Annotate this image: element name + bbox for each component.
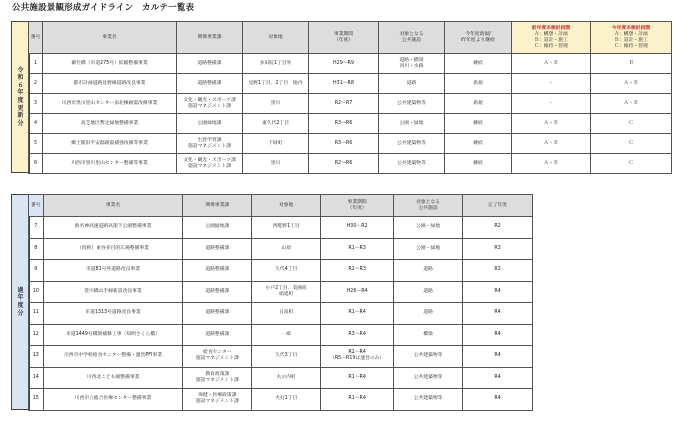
cell-done: R4 — [463, 346, 533, 368]
table-row — [29, 217, 533, 239]
cell-no: 13 — [29, 346, 44, 368]
past-year-table — [28, 194, 533, 411]
table-row — [29, 281, 533, 303]
cell-project: 川西市黒川里山センター整備等事業 — [43, 154, 177, 174]
table-header — [29, 22, 672, 54]
cell-prev: - — [512, 74, 591, 94]
col-header-no: 番号 — [29, 22, 43, 54]
cell-period: R3～R6 — [309, 134, 379, 154]
table-header — [29, 195, 533, 217]
cell-period: R1～R3 — [321, 238, 394, 260]
cell-dept: 文化・観光・スポーツ課 施設マネジメント課 — [177, 154, 243, 174]
cell-no: 8 — [29, 238, 44, 260]
cell-status: 継続 — [445, 134, 512, 154]
col-header-project: 事業名 — [43, 22, 177, 54]
cell-facility: 公共建築物等 — [379, 154, 445, 174]
table-row — [29, 114, 672, 134]
cell-facility: 道路 — [394, 303, 463, 325]
cell-period: H30～R2 — [321, 217, 394, 239]
cell-prev: Ａ・Ｂ — [512, 154, 591, 174]
cell-dept: 公園緑地課 — [183, 217, 252, 239]
col-header-target: 対象地 — [243, 22, 309, 54]
cell-done: R4 — [463, 389, 533, 411]
cell-dept: 道路整備課 — [183, 260, 252, 282]
cell-no: 12 — [29, 324, 44, 346]
cell-done: R4 — [463, 324, 533, 346]
cell-target: 黒川 — [243, 94, 309, 114]
cell-project: 川西市中学校給食センター整備・運営PFI事業 — [43, 346, 183, 368]
col-header-project: 事業名 — [43, 195, 183, 217]
cell-period: R3～R6 — [309, 114, 379, 134]
cell-target: 火打1丁目 — [252, 389, 321, 411]
table-row — [29, 346, 533, 368]
col-header-dept: 関係事業課 — [183, 195, 252, 217]
cur-stage-title: 今年度末検討段階 — [611, 25, 651, 31]
cell-facility: 公共建築物等 — [379, 134, 445, 154]
table-row — [29, 238, 533, 260]
cell-project: 郷土館旧平安邸耐震補強改修等事業 — [43, 134, 177, 154]
cell-facility: 公園・緑地 — [379, 114, 445, 134]
cell-period: R1～R4 — [321, 367, 394, 389]
cell-cur: Ａ・Ｂ — [591, 94, 672, 114]
cell-dept: 給食センター 施設マネジメント課 — [183, 346, 252, 368]
table-row — [29, 260, 533, 282]
cell-dept: 教育政策課 施設マネジメント課 — [183, 367, 252, 389]
col-header-status: 今年度新規/ 昨年度より継続 — [445, 22, 512, 54]
cell-facility: 公共建築物等 — [394, 367, 463, 389]
cell-status: 継続 — [445, 114, 512, 134]
cell-dept: 道路整備課 — [177, 74, 243, 94]
cell-done: R2 — [463, 217, 533, 239]
table-row — [29, 303, 533, 325]
cell-period: R2～R7 — [309, 94, 379, 114]
cell-facility: 公園・緑地 — [394, 217, 463, 239]
cell-period: R3～R4 — [321, 324, 394, 346]
past-year-block — [11, 194, 531, 410]
past-year-side-label: 過年度分 — [11, 194, 30, 410]
cell-period: H26～R4 — [321, 281, 394, 303]
current-year-side-label: 令和６年度更新分 — [11, 21, 30, 173]
cell-cur: Ａ・Ｂ — [591, 74, 672, 94]
cell-project: 新名神高速道路高架下公園整備事業 — [43, 217, 183, 239]
col-header-no: 番号 — [29, 195, 44, 217]
cell-done: R3 — [463, 238, 533, 260]
cell-project: 都市計画道路見野線道路改良事業 — [43, 74, 177, 94]
cell-facility: 公共建築物等 — [394, 346, 463, 368]
table-row — [29, 54, 672, 74]
cell-project: 御仕橋（市道275号）拡幅整備事業 — [43, 54, 177, 74]
cell-facility: 橋梁 — [394, 324, 463, 346]
cur-stage-legend: Ａ：構想・計画 Ｂ：設計・施工 Ｃ：維持・管理 — [614, 31, 648, 49]
cell-period: H29～R9 — [309, 54, 379, 74]
cell-target: 下財町 — [243, 134, 309, 154]
cell-facility: 公共建築物等 — [394, 389, 463, 411]
cell-dept: 生涯学習課 施設マネジメント課 — [177, 134, 243, 154]
table-row — [29, 94, 672, 114]
cell-project: 川西北こども園整備事業 — [43, 367, 183, 389]
cell-dept: 道路整備課 — [183, 324, 252, 346]
cell-no: 10 — [29, 281, 44, 303]
cell-prev: Ａ・Ｂ — [512, 134, 591, 154]
cell-target: 黒川 — [243, 154, 309, 174]
cell-prev: Ａ・Ｂ — [512, 54, 591, 74]
cell-done: R4 — [463, 367, 533, 389]
cell-dept: 文化・観光・スポーツ課 施設マネジメント課 — [177, 94, 243, 114]
table-row — [29, 154, 672, 174]
cell-no: 2 — [29, 74, 43, 94]
cell-target: 多田院1丁目外 — [243, 54, 309, 74]
cell-no: 3 — [29, 94, 43, 114]
cell-period: R2～R4 （R5～R19は運営のみ） — [321, 346, 394, 368]
cell-status: 継続 — [445, 54, 512, 74]
cell-dept: 保健・医療政策課 施設マネジメント課 — [183, 389, 252, 411]
cell-done: R4 — [463, 303, 533, 325]
table-row — [29, 324, 533, 346]
col-header-period: 事業期間 （年度） — [309, 22, 379, 54]
cell-status: 新規 — [445, 74, 512, 94]
current-year-table — [28, 21, 672, 174]
cell-dept: 道路整備課 — [183, 303, 252, 325]
cell-no: 9 — [29, 260, 44, 282]
cell-period: R2～R6 — [309, 154, 379, 174]
cell-target: 見野1丁目、2丁目 地内 — [243, 74, 309, 94]
cell-dept: 道路整備課 — [177, 54, 243, 74]
prev-stage-title: 前年度末検討段階 — [531, 25, 571, 31]
col-header-prev-stage — [512, 22, 591, 54]
cell-facility: 道路・橋梁 河川・水路 — [379, 54, 445, 74]
cell-target: 久代4丁目 — [252, 260, 321, 282]
table-row — [29, 134, 672, 154]
cell-facility: 道路 — [379, 74, 445, 94]
col-header-cur-stage — [591, 22, 672, 54]
cell-cur: Ｃ — [591, 154, 672, 174]
cell-project: 市道1449号橋梁補修工事（知明さくら橋） — [43, 324, 183, 346]
cell-dept: 道路整備課 — [183, 281, 252, 303]
cell-no: 5 — [29, 134, 43, 154]
cell-period: R2～R3 — [321, 260, 394, 282]
cell-project: 萱川橋山手線新設改良事業 — [43, 281, 183, 303]
col-header-target: 対象地 — [252, 195, 321, 217]
cell-project: 市道1313号道路改良事業 — [43, 303, 183, 325]
cell-status: 新規 — [445, 94, 512, 114]
cell-status: 継続 — [445, 154, 512, 174]
cell-cur: Ｃ — [591, 114, 672, 134]
table-row — [29, 389, 533, 411]
cell-facility: 公共建築物等 — [379, 94, 445, 114]
col-header-done: 完了年度 — [463, 195, 533, 217]
col-header-facility: 対象となる 公共施設 — [379, 22, 445, 54]
cell-no: 6 — [29, 154, 43, 174]
col-header-facility: 対象となる 公共施設 — [394, 195, 463, 217]
cell-facility: 道路 — [394, 260, 463, 282]
cell-target: 山原 — [252, 238, 321, 260]
cell-project: 川西市立総合医療センター整備事業 — [43, 389, 183, 411]
cell-facility: 道路 — [394, 281, 463, 303]
table-row — [29, 367, 533, 389]
cell-done: R4 — [463, 281, 533, 303]
cell-target: 東久代2丁目 — [243, 114, 309, 134]
cell-dept: 道路整備課 — [183, 238, 252, 260]
cell-cur: Ｂ — [591, 54, 672, 74]
cell-prev: Ａ・Ｂ — [512, 114, 591, 134]
cell-target: 一庫 — [252, 324, 321, 346]
cell-target: 西畦野1丁目 — [252, 217, 321, 239]
cell-period: R1～R4 — [321, 303, 394, 325]
cell-target: 久代3丁目 — [252, 346, 321, 368]
cell-project: 川西市黒川里山センター南北棟耐震改修事業 — [43, 94, 177, 114]
col-header-period: 事業期間 （年度） — [321, 195, 394, 217]
cell-period: H31～R8 — [309, 74, 379, 94]
col-header-dept: 関係事業課 — [177, 22, 243, 54]
table-row — [29, 74, 672, 94]
current-year-block — [11, 21, 671, 173]
cell-done: R3 — [463, 260, 533, 282]
cell-project: （仮称）東谷多目的広場整備事業 — [43, 238, 183, 260]
cell-no: 1 — [29, 54, 43, 74]
page-title: 公共施設景観形成ガイドライン カルテ一覧表 — [12, 3, 195, 13]
prev-stage-legend: Ａ：構想・計画 Ｂ：設計・施工 Ｃ：維持・管理 — [534, 31, 568, 49]
cell-project: 市道81号外道路改良事業 — [43, 260, 183, 282]
cell-facility: 公園・緑地 — [394, 238, 463, 260]
cell-no: 15 — [29, 389, 44, 411]
cell-dept: 公園緑地課 — [177, 114, 243, 134]
cell-period: R1～R4 — [321, 389, 394, 411]
cell-no: 4 — [29, 114, 43, 134]
cell-target: 日高町 — [252, 303, 321, 325]
cell-no: 11 — [29, 303, 44, 325]
cell-no: 14 — [29, 367, 44, 389]
cell-prev: - — [512, 94, 591, 114]
cell-no: 7 — [29, 217, 44, 239]
cell-cur: Ｃ — [591, 134, 672, 154]
cell-project: 高芝地区暫定緑地整備事業 — [43, 114, 177, 134]
cell-target: 丸の内町 — [252, 367, 321, 389]
cell-target: 小戸2丁目、美園町 絹延町 — [252, 281, 321, 303]
